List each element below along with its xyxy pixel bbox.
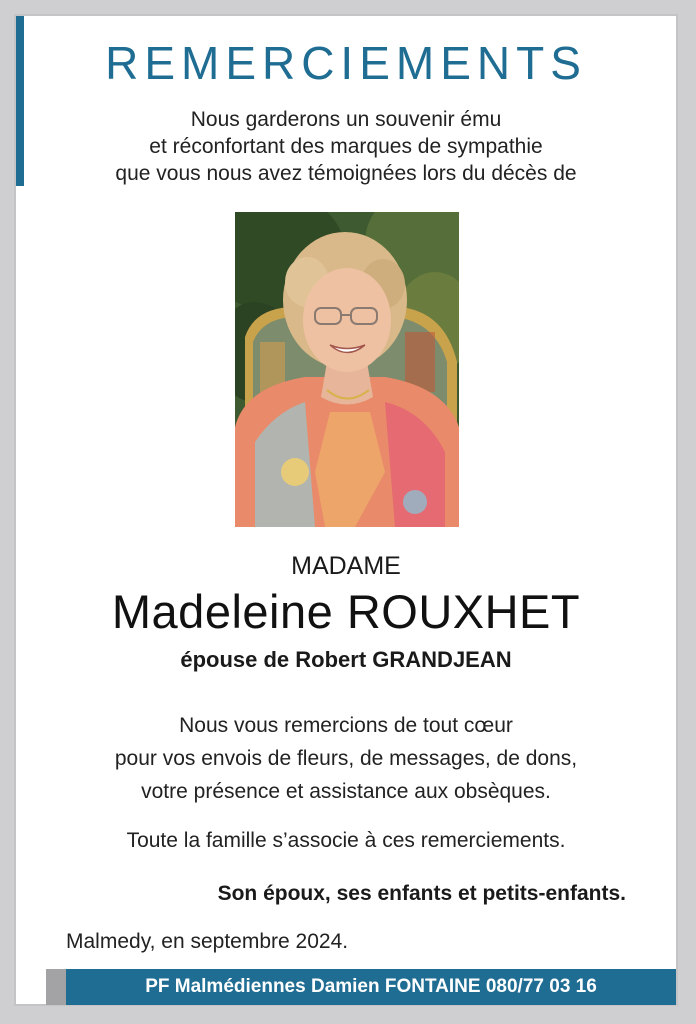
thanks-line: votre présence et assistance aux obsèques.	[141, 780, 551, 803]
honorific: MADAME	[291, 552, 401, 580]
footer-accent	[46, 969, 66, 1005]
intro-line: Nous garderons un souvenir ému	[190, 108, 502, 131]
thanks-line: pour vos envois de fleurs, de messages, de dons,	[114, 747, 578, 770]
thanks-message	[16, 709, 676, 808]
page-title: REMERCIEMENTS	[105, 37, 587, 89]
place-date: Malmedy, en septembre 2024.	[66, 930, 349, 953]
family-line: Toute la famille s’associe à ces remerciements.	[126, 829, 566, 852]
intro-line: et réconfortant des marques de sympathie	[149, 135, 543, 158]
signature: Son époux, ses enfants et petits-enfants.	[217, 882, 626, 905]
intro-text	[16, 106, 676, 187]
obituary-card	[14, 14, 678, 1006]
portrait-photo	[235, 212, 459, 527]
spouse-line: épouse de Robert GRANDJEAN	[180, 647, 512, 672]
funeral-home-footer	[66, 969, 676, 1005]
thanks-line: Nous vous remercions de tout cœur	[179, 714, 513, 737]
intro-line: que vous nous avez témoignées lors du décès de	[115, 162, 577, 185]
deceased-name: Madeleine ROUXHET	[111, 585, 581, 638]
footer-text: PF Malmédiennes Damien FONTAINE 080/77 03 16	[145, 976, 597, 997]
